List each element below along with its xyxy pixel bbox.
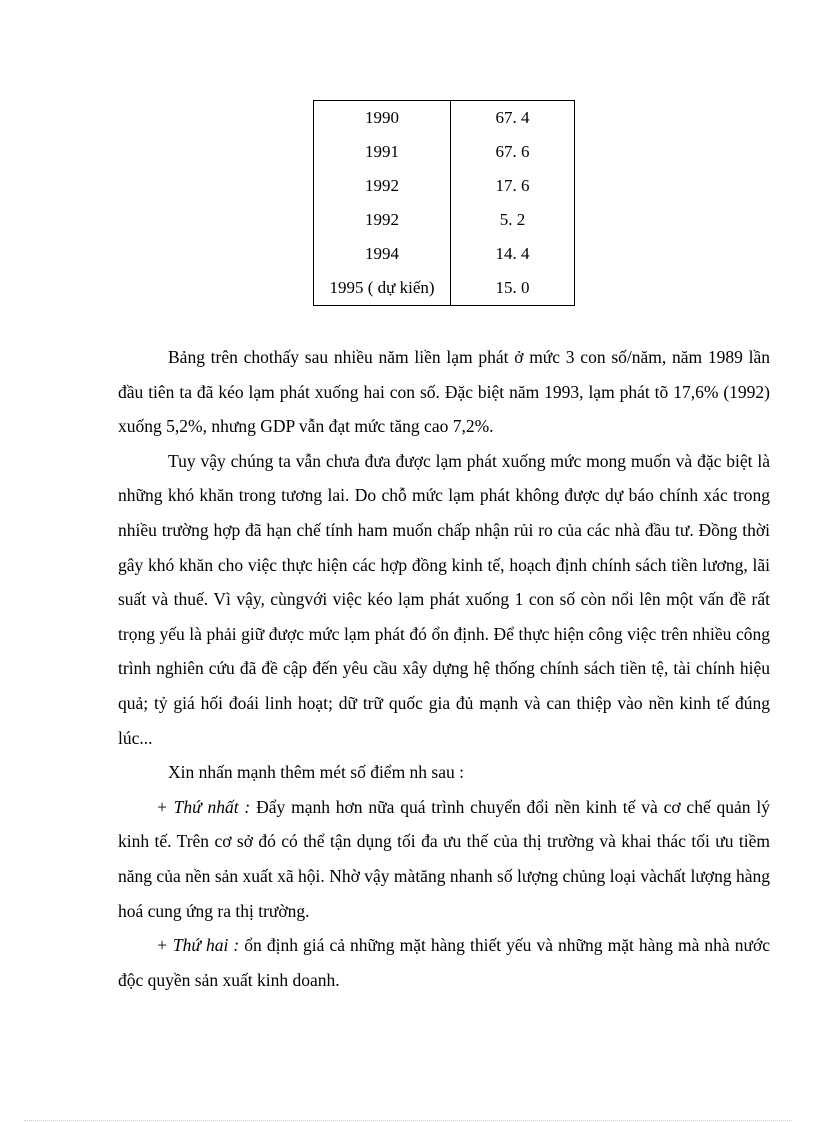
value-cell: 14. 4 bbox=[495, 244, 530, 263]
second-point-text: ổn định giá cả những mặt hàng thiết yếu và những mặt hàng mà nhà nước độc quyền sản xuất kinh doanh. bbox=[118, 935, 770, 990]
paragraph-inflation-challenges: Tuy vậy chúng ta vẫn chưa đưa được lạm phát xuống mức mong muốn và đặc biệt là những khó khăn trong tương lai. Do chỗ mức lạm phát không được dự báo chính xác trong nhiều trường hợp đã hạn chế tính ham muốn chấp nhận rủi ro của các nhà đầu tư. Đồng thời gây khó khăn cho việc thực hiện các hợp đồng kinh tế, hoạch định chính sách tiền lương, lãi suất và thuế. Vì vậy, cùngvới việc kéo lạm phát xuống 1 con số còn nổi lên một vấn đề rất trọng yếu là phải giữ được mức lạm phát đó ổn định. Để thực hiện công việc trên nhiều công trình nghiên cứu đã đề cập đến yêu cầu xây dựng hệ thống chính sách tiền tệ, tài chính hiệu quả; tỷ giá hối đoái linh hoạt; dữ trữ quốc gia đủ mạnh và can thiệp vào nền kinh tế đúng lúc... bbox=[118, 450, 770, 748]
second-point-label: + Thứ hai : bbox=[156, 935, 240, 956]
table-row bbox=[314, 237, 575, 271]
table-row bbox=[314, 135, 575, 169]
table-row bbox=[314, 271, 575, 306]
table-row bbox=[314, 203, 575, 237]
year-cell: 1990 bbox=[314, 101, 451, 136]
year-cell: 1995 ( dự kiến) bbox=[314, 271, 451, 306]
year-cell: 1992 bbox=[314, 203, 451, 237]
inflation-table bbox=[313, 100, 575, 306]
value-cell: 5. 2 bbox=[499, 210, 526, 229]
value-cell: 17. 6 bbox=[495, 176, 530, 195]
first-point-label: + Thứ nhất : bbox=[156, 796, 251, 817]
first-point-text: Đẩy mạnh hơn nữa quá trình chuyển đổi nền kinh tế và cơ chế quản lý kinh tế. Trên cơ sở đó có thể tận dụng tối đa ưu thế của thị trường và khai thác tối ưu tiềm năng của nền sản xuất xã hội. Nhờ vậy màtăng nhanh số lượng chủng loại vàchất lượng hàng hoá cung ứng ra thị trường. bbox=[118, 796, 770, 921]
paragraph-second-point bbox=[118, 928, 770, 997]
paragraph-first-point bbox=[118, 790, 770, 928]
table-row bbox=[314, 169, 575, 203]
page-bottom-rule bbox=[24, 1120, 792, 1121]
body-text bbox=[118, 340, 770, 997]
table-row bbox=[314, 101, 575, 136]
year-cell: 1992 bbox=[314, 169, 451, 203]
year-cell: 1991 bbox=[314, 135, 451, 169]
paragraph-table-summary: Bảng trên chothấy sau nhiều năm liền lạm phát ở mức 3 con số/năm, năm 1989 lần đầu tiên ta đã kéo lạm phát xuống hai con số. Đặc biệt năm 1993, lạm phát tõ 17,6% (1992) xuống 5,2%, nhưng GDP vẫn đạt mức tăng cao 7,2%. bbox=[118, 347, 770, 437]
value-cell: 67. 4 bbox=[495, 108, 530, 127]
year-cell: 1994 bbox=[314, 237, 451, 271]
paragraph-emphasis-intro: Xin nhấn mạnh thêm mét số điểm nh sau : bbox=[168, 762, 464, 783]
value-cell: 67. 6 bbox=[495, 142, 530, 161]
value-cell: 15. 0 bbox=[495, 278, 530, 297]
